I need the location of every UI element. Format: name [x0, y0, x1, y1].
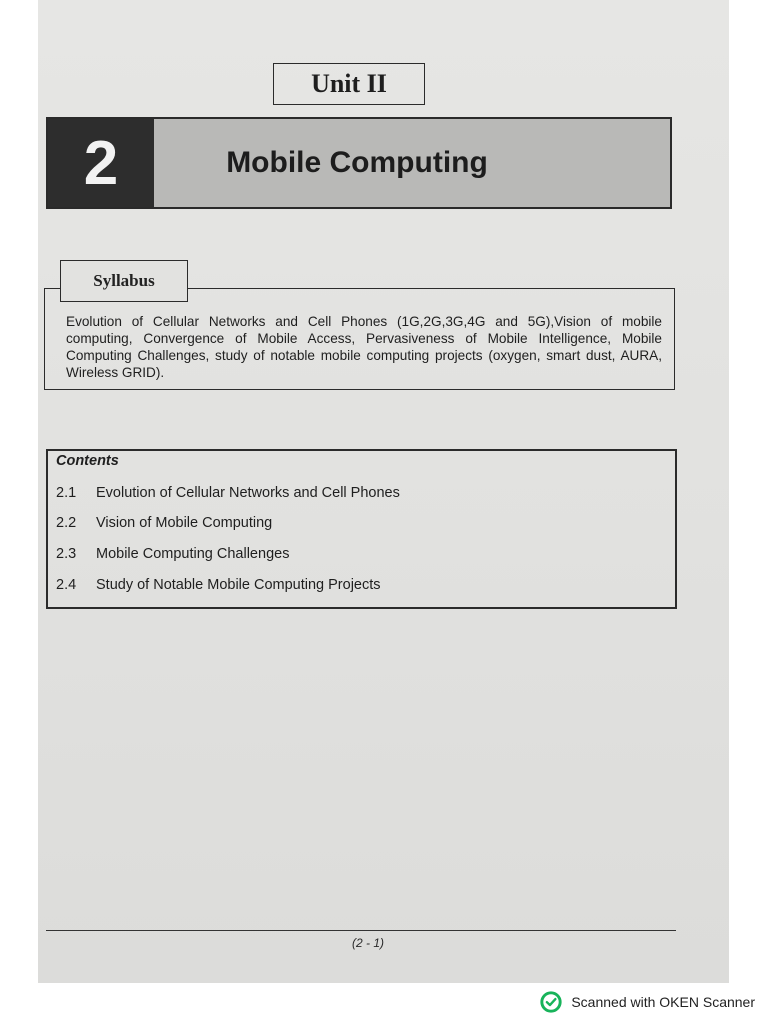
contents-item-title: Study of Notable Mobile Computing Projects [96, 577, 381, 593]
contents-heading: Contents [56, 453, 119, 469]
oken-scanner-logo-icon [540, 991, 562, 1013]
scanner-watermark [540, 991, 755, 1013]
footer-divider [46, 930, 676, 931]
contents-item-number: 2.4 [56, 577, 77, 593]
chapter-title: Mobile Computing [226, 146, 488, 179]
contents-item [56, 546, 289, 562]
contents-item [56, 577, 381, 593]
contents-item [56, 515, 272, 531]
contents-item [56, 485, 400, 501]
contents-item-number: 2.1 [56, 485, 77, 501]
contents-item-title: Evolution of Cellular Networks and Cell Phones [96, 485, 400, 501]
scanner-watermark-text: Scanned with OKEN Scanner [571, 994, 755, 1010]
contents-item-title: Vision of Mobile Computing [96, 515, 273, 531]
chapter-number: 2 [48, 119, 154, 207]
syllabus-heading: Syllabus [60, 260, 188, 302]
chapter-header [46, 117, 672, 209]
page-number: (2 - 1) [351, 936, 384, 950]
unit-label: Unit II [273, 63, 425, 105]
contents-item-number: 2.3 [56, 546, 77, 562]
contents-item-title: Mobile Computing Challenges [96, 546, 290, 562]
contents-item-number: 2.2 [56, 515, 77, 531]
syllabus-text: Evolution of Cellular Networks and Cell Phones (1G,2G,3G,4G and 5G),Vision of mobile computing, Convergence of Mobile Access, Pervasiveness of Mobile Intelligence, Mobile Computing Challenges, study of notable mobile computing projects (oxygen, smart dust, AURA, Wireless GRID). [66, 314, 662, 380]
